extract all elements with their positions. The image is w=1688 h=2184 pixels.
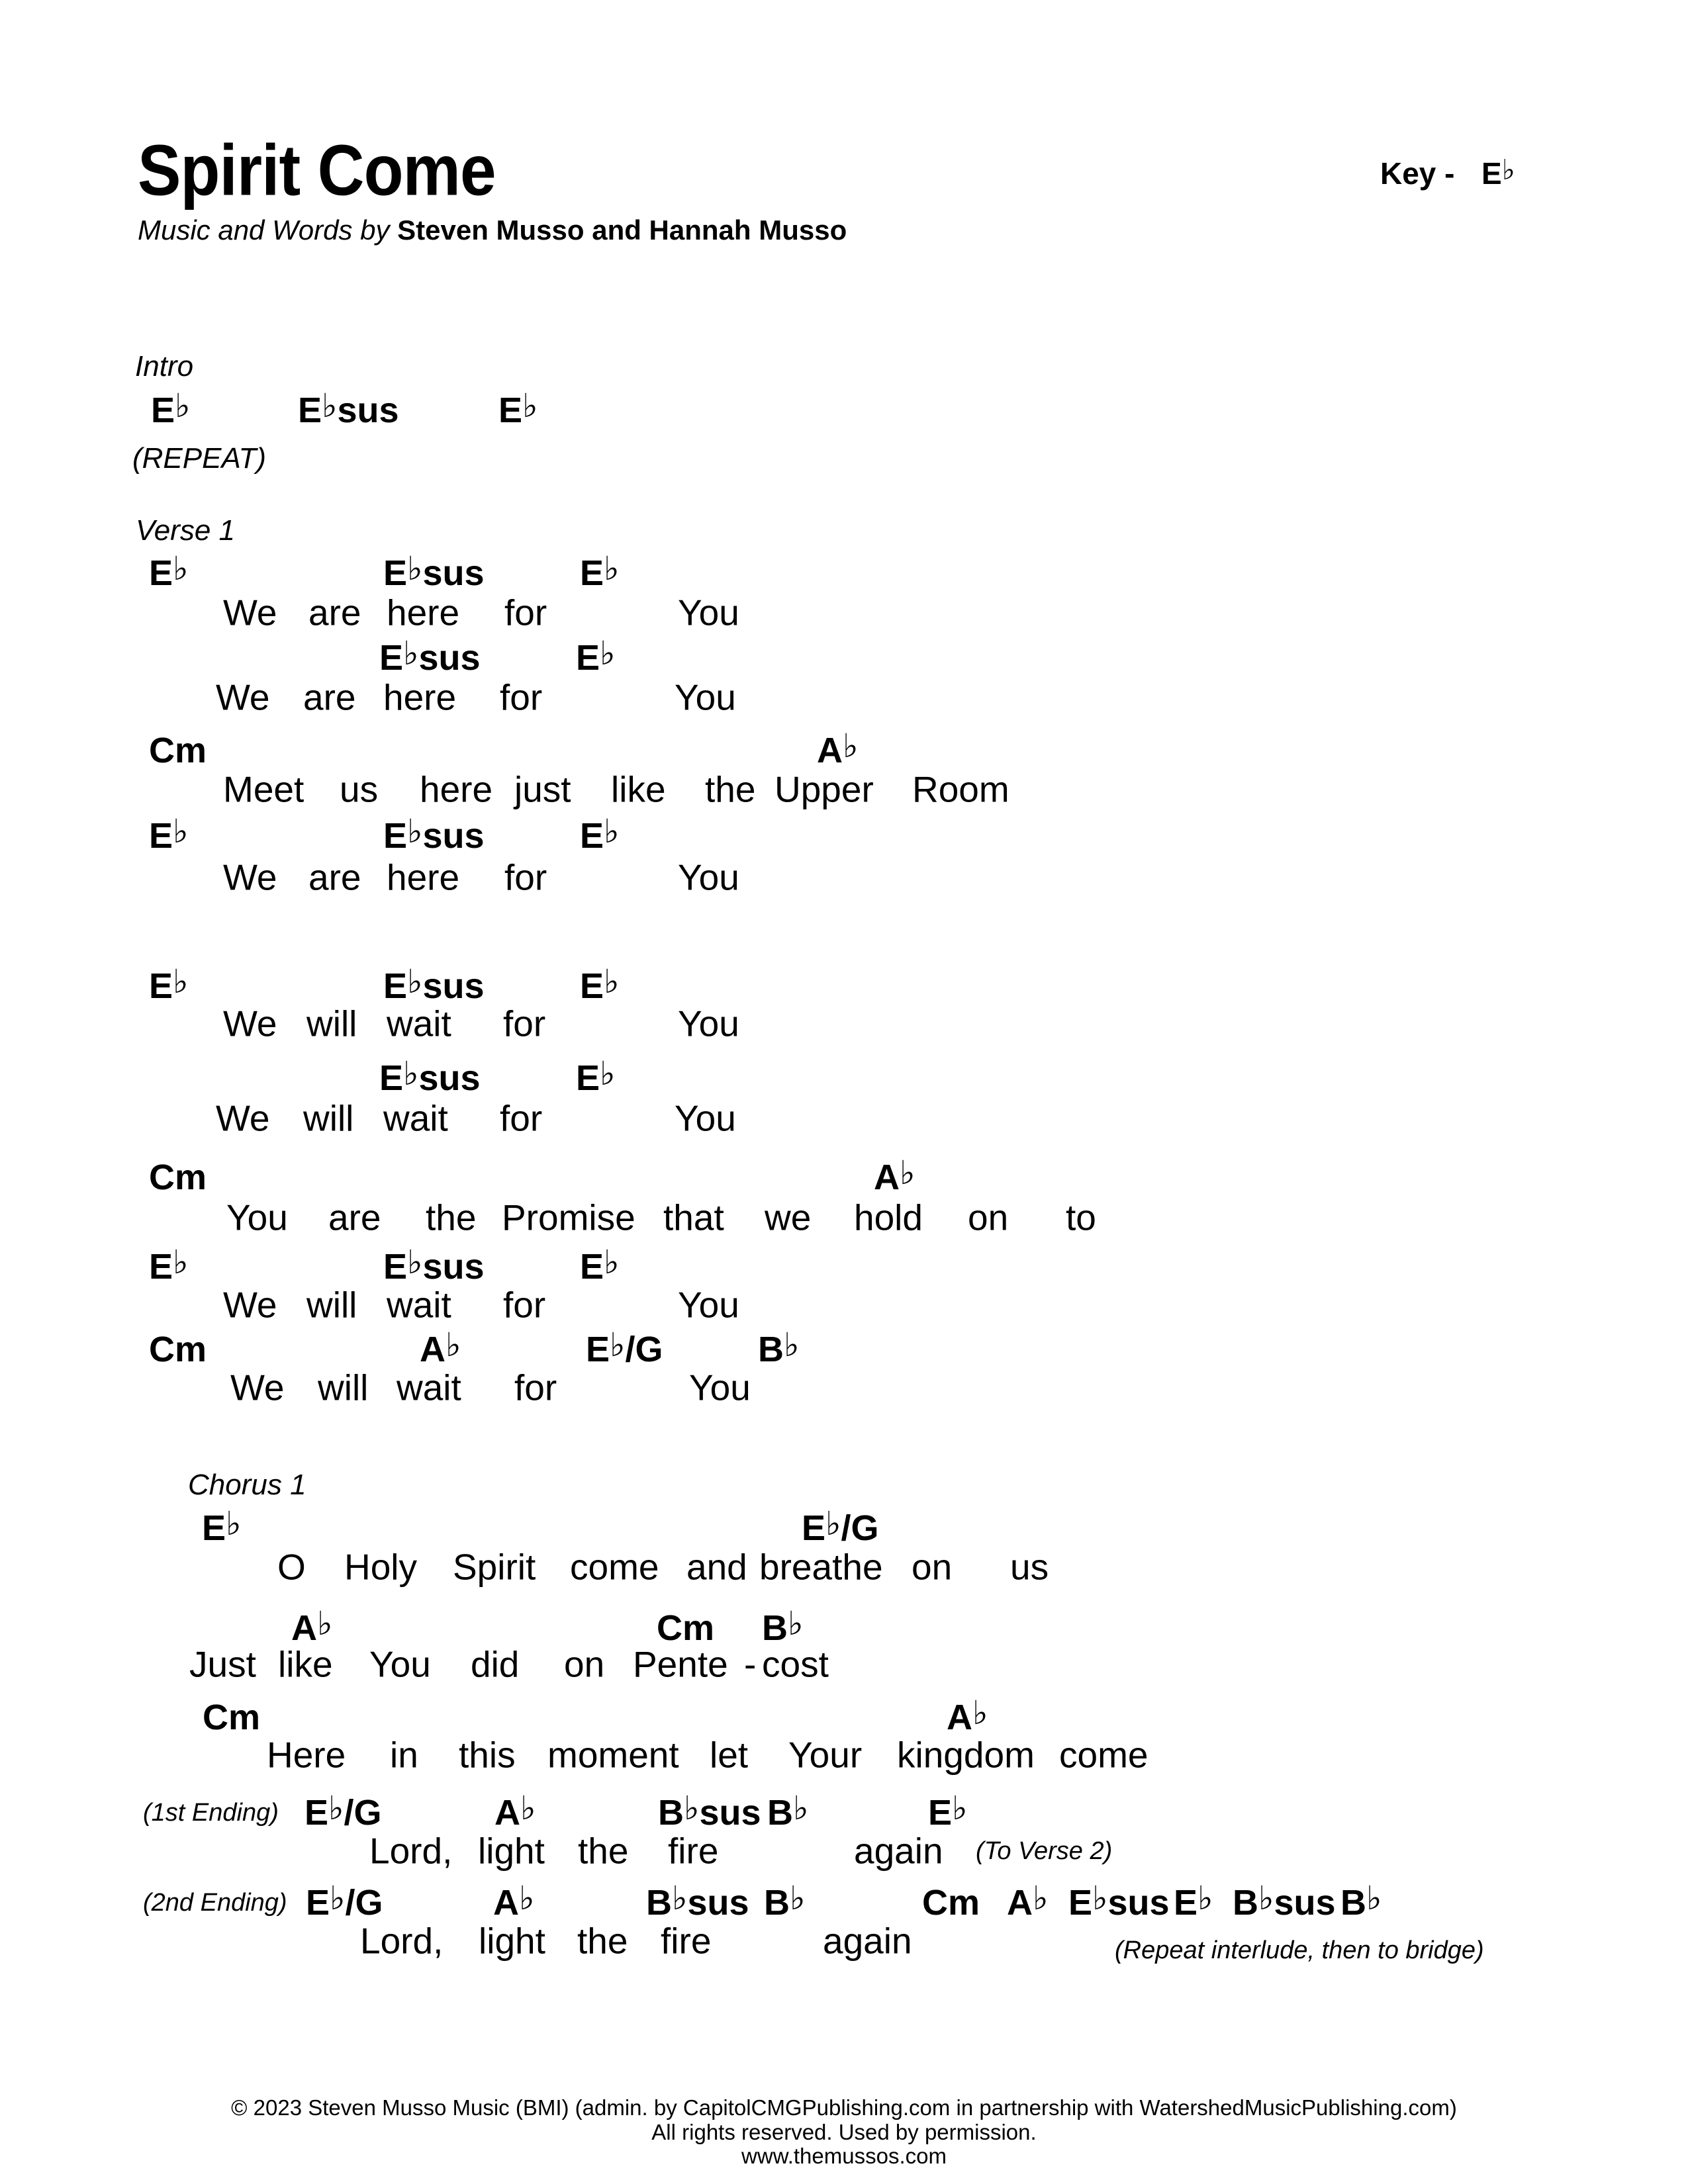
chord: E♭: [576, 633, 616, 678]
chord: E♭/G: [306, 1878, 383, 1923]
key-label: Key -: [1380, 156, 1455, 191]
lyric-word: will: [318, 1367, 369, 1408]
lyric-word: the: [577, 1920, 628, 1962]
flat-sign: ♭: [1366, 1878, 1382, 1917]
lyric-word: here: [383, 676, 457, 718]
lyric-word: to: [1066, 1197, 1096, 1238]
flat-sign: ♭: [317, 1604, 333, 1643]
chord: E♭: [149, 962, 189, 1006]
lyric-word: Just: [189, 1643, 256, 1685]
flat-sign: ♭: [1092, 1878, 1108, 1917]
chord: E♭sus: [379, 633, 481, 678]
section-label: Verse 1: [136, 514, 236, 547]
lyric-word: fire: [668, 1830, 719, 1872]
lyric-word: us: [1010, 1546, 1049, 1588]
lyric-word: we: [765, 1197, 812, 1238]
annotation: (2nd Ending): [143, 1889, 287, 1917]
lyric-word: Pente: [633, 1643, 728, 1685]
lyric-word: hold: [854, 1197, 923, 1238]
key-value: E♭: [1481, 154, 1515, 191]
lyric-word: Lord,: [360, 1920, 444, 1962]
lyric-word: will: [306, 1284, 357, 1326]
lyric-word: We: [216, 676, 270, 718]
chord: E♭/G: [305, 1788, 382, 1833]
flat-sign: ♭: [407, 1242, 423, 1281]
flat-sign: ♭: [403, 633, 419, 672]
flat-sign: ♭: [600, 633, 616, 672]
lyric-word: wait: [383, 1097, 448, 1139]
lyric-word: light: [479, 1920, 545, 1962]
lyric-word: Promise: [502, 1197, 635, 1238]
chord: E♭sus: [383, 811, 485, 856]
lyric-word: light: [478, 1830, 545, 1872]
flat-sign: ♭: [793, 1788, 809, 1827]
flat-sign: ♭: [900, 1153, 915, 1192]
byline-authors: Steven Musso and Hannah Musso: [397, 214, 847, 246]
lyric-word: We: [223, 856, 277, 898]
flat-sign: ♭: [604, 549, 620, 588]
chord: Cm: [149, 1157, 207, 1197]
lyric-word: are: [303, 676, 356, 718]
lyric-word: let: [710, 1734, 749, 1776]
lyric-word: will: [306, 1003, 357, 1044]
lyric-word: did: [471, 1643, 520, 1685]
flat-sign: ♭: [226, 1504, 242, 1543]
lyric-word: wait: [397, 1367, 461, 1408]
lyric-word: are: [328, 1197, 381, 1238]
chord: E♭: [928, 1788, 968, 1833]
lyric-word: -: [744, 1643, 757, 1685]
flat-sign: ♭: [790, 1878, 806, 1917]
lyric-word: on: [968, 1197, 1009, 1238]
lyric-word: We: [223, 1003, 277, 1044]
lyric-word: the: [426, 1197, 477, 1238]
lyric-word: We: [230, 1367, 285, 1408]
lyric-word: the: [705, 768, 756, 810]
flat-sign: ♭: [610, 1325, 626, 1364]
chord: Cm: [149, 1329, 207, 1369]
lyric-word: here: [387, 592, 460, 633]
lyric-word: You: [689, 1367, 751, 1408]
chord: E♭: [580, 549, 620, 593]
chord: E♭: [149, 1242, 189, 1287]
lyric-word: wait: [387, 1003, 451, 1044]
chord: E♭: [576, 1054, 616, 1098]
flat-sign: ♭: [407, 962, 423, 1001]
lyric-word: come: [1059, 1734, 1149, 1776]
lyric-word: Upper: [774, 768, 874, 810]
chord: A♭: [874, 1153, 915, 1197]
lyric-word: kingdom: [897, 1734, 1035, 1776]
chord: E♭: [498, 386, 538, 430]
flat-sign: ♭: [407, 811, 423, 850]
chord: E♭/G: [802, 1504, 879, 1548]
lyric-word: Meet: [223, 768, 305, 810]
flat-sign: ♭: [173, 811, 189, 850]
flat-sign: ♭: [604, 811, 620, 850]
chord: A♭: [420, 1325, 461, 1369]
lyric-word: are: [308, 592, 361, 633]
lyric-word: You: [675, 676, 736, 718]
flat-sign: ♭: [1501, 154, 1515, 187]
lyric-word: on: [912, 1546, 953, 1588]
flat-sign: ♭: [1033, 1878, 1049, 1917]
flat-sign: ♭: [784, 1325, 800, 1364]
annotation: (To Verse 2): [976, 1837, 1113, 1866]
section-label: Intro: [135, 350, 194, 383]
flat-sign: ♭: [952, 1788, 968, 1827]
lyric-word: and: [686, 1546, 747, 1588]
lyric-word: We: [216, 1097, 270, 1139]
rights-line: All rights reserved. Used by permission.: [651, 2120, 1037, 2144]
lyric-word: for: [500, 1097, 543, 1139]
chord: E♭sus: [383, 962, 485, 1006]
flat-sign: ♭: [672, 1878, 688, 1917]
lyric-word: Holy: [344, 1546, 418, 1588]
lyric-word: the: [578, 1830, 629, 1872]
chord: A♭: [493, 1878, 535, 1923]
flat-sign: ♭: [175, 386, 191, 425]
flat-sign: ♭: [520, 1788, 536, 1827]
flat-sign: ♭: [604, 1242, 620, 1281]
chord: A♭: [817, 726, 859, 770]
chord: B♭: [764, 1878, 806, 1923]
lyric-word: come: [570, 1546, 659, 1588]
flat-sign: ♭: [972, 1693, 988, 1732]
lyric-word: Here: [267, 1734, 346, 1776]
chord: B♭sus: [1233, 1878, 1336, 1923]
chord: E♭sus: [383, 549, 485, 593]
lyric-word: like: [278, 1643, 333, 1685]
lyric-word: for: [504, 856, 547, 898]
chord: E♭: [580, 811, 620, 856]
chord: E♭: [580, 1242, 620, 1287]
chord: E♭sus: [1068, 1878, 1170, 1923]
chord: Cm: [657, 1608, 715, 1648]
lyric-word: We: [223, 592, 277, 633]
section-label: Chorus 1: [188, 1469, 306, 1502]
chord: B♭: [758, 1325, 800, 1369]
chord: Cm: [203, 1697, 261, 1737]
flat-sign: ♭: [173, 549, 189, 588]
flat-sign: ♭: [322, 386, 338, 425]
lyric-word: will: [303, 1097, 354, 1139]
chord: B♭: [762, 1604, 804, 1648]
lyric-word: like: [611, 768, 666, 810]
lyric-word: for: [504, 592, 547, 633]
lyric-word: on: [564, 1643, 605, 1685]
lyric-word: wait: [387, 1284, 451, 1326]
byline-prefix: Music and Words by: [138, 214, 398, 246]
lyric-word: breathe: [759, 1546, 883, 1588]
chord: A♭: [494, 1788, 536, 1833]
lyric-word: moment: [547, 1734, 679, 1776]
flat-sign: ♭: [173, 962, 189, 1001]
copyright-line: © 2023 Steven Musso Music (BMI) (admin. by CapitolCMGPublishing.com in partnership with WatershedMusicPublishing.com): [231, 2095, 1457, 2120]
lyric-word: that: [663, 1197, 724, 1238]
lyric-word: O: [277, 1546, 306, 1588]
lyric-word: You: [675, 1097, 736, 1139]
lyric-word: We: [223, 1284, 277, 1326]
website-line: www.themussos.com: [741, 2144, 947, 2168]
lyric-word: You: [678, 856, 739, 898]
chord: E♭: [149, 549, 189, 593]
flat-sign: ♭: [788, 1604, 804, 1643]
chord: E♭sus: [298, 386, 399, 430]
flat-sign: ♭: [519, 1878, 535, 1917]
chord: B♭sus: [646, 1878, 749, 1923]
annotation: (REPEAT): [132, 442, 267, 475]
flat-sign: ♭: [330, 1878, 346, 1917]
lyric-word: for: [514, 1367, 557, 1408]
chord: E♭: [202, 1504, 242, 1548]
chord: Cm: [149, 730, 207, 770]
chord: B♭: [1340, 1878, 1382, 1923]
chord: E♭: [149, 811, 189, 856]
flat-sign: ♭: [445, 1325, 461, 1364]
annotation: (1st Ending): [143, 1799, 279, 1827]
lyric-word: You: [678, 1003, 739, 1044]
byline: [138, 216, 847, 244]
chord: B♭sus: [658, 1788, 761, 1833]
lyric-word: again: [823, 1920, 912, 1962]
chord: E♭: [151, 386, 191, 430]
lyric-word: cost: [762, 1643, 829, 1685]
lyric-word: Lord,: [369, 1830, 453, 1872]
flat-sign: ♭: [522, 386, 538, 425]
lyric-word: Spirit: [453, 1546, 536, 1588]
flat-sign: ♭: [173, 1242, 189, 1281]
flat-sign: ♭: [328, 1788, 344, 1827]
lyric-word: in: [390, 1734, 418, 1776]
lyric-word: here: [420, 768, 493, 810]
song-title: Spirit Come: [138, 130, 496, 211]
chord: Cm: [922, 1882, 980, 1923]
chord: B♭: [767, 1788, 809, 1833]
lyric-word: You: [678, 1284, 739, 1326]
flat-sign: ♭: [825, 1504, 841, 1543]
lyric-word: You: [226, 1197, 288, 1238]
flat-sign: ♭: [1258, 1878, 1274, 1917]
chord: E♭: [1174, 1878, 1213, 1923]
lyric-word: fire: [661, 1920, 712, 1962]
chord: A♭: [1007, 1878, 1049, 1923]
chord: A♭: [291, 1604, 333, 1648]
lyric-word: just: [514, 768, 571, 810]
lyric-word: here: [387, 856, 460, 898]
flat-sign: ♭: [403, 1054, 419, 1093]
flat-sign: ♭: [604, 962, 620, 1001]
lyric-word: us: [340, 768, 379, 810]
lyric-word: are: [308, 856, 361, 898]
lyric-word: for: [503, 1284, 546, 1326]
lyric-word: for: [503, 1003, 546, 1044]
lyric-word: this: [459, 1734, 516, 1776]
chord: E♭sus: [383, 1242, 485, 1287]
flat-sign: ♭: [1197, 1878, 1213, 1917]
flat-sign: ♭: [684, 1788, 700, 1827]
lyric-word: for: [500, 676, 543, 718]
flat-sign: ♭: [407, 549, 423, 588]
chord: E♭sus: [379, 1054, 481, 1098]
chord: E♭/G: [586, 1325, 663, 1369]
lyric-word: Your: [788, 1734, 863, 1776]
lyric-word: again: [854, 1830, 943, 1872]
lyric-word: You: [678, 592, 739, 633]
flat-sign: ♭: [843, 726, 859, 765]
chord: A♭: [947, 1693, 988, 1737]
chord: E♭: [580, 962, 620, 1006]
lyric-word: You: [369, 1643, 431, 1685]
annotation: (Repeat interlude, then to bridge): [1115, 1936, 1484, 1965]
lyric-word: Room: [912, 768, 1009, 810]
flat-sign: ♭: [600, 1054, 616, 1093]
